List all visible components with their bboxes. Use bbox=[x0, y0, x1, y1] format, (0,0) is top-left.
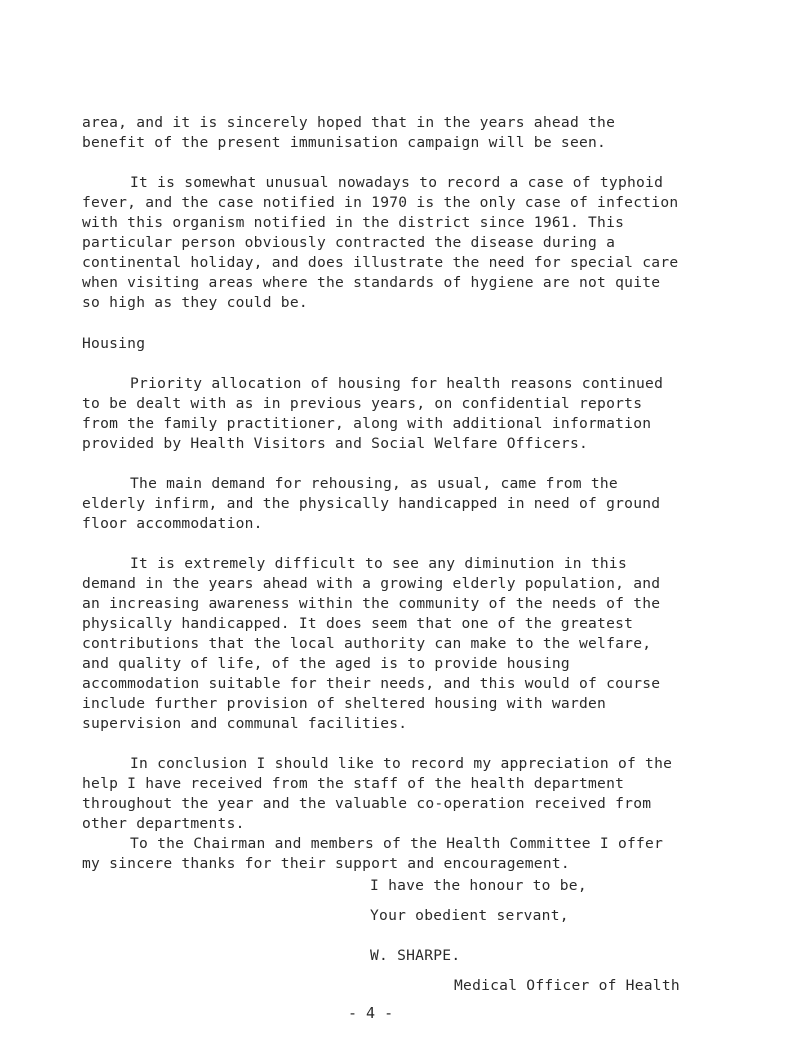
text-line: continental holiday, and does illustrate the need for special care bbox=[82, 254, 679, 271]
text-line: throughout the year and the valuable co-operation received from bbox=[82, 795, 652, 812]
text-line: contributions that the local authority can make to the welfare, bbox=[82, 635, 652, 652]
text-line: elderly infirm, and the physically handicapped in need of ground bbox=[82, 495, 661, 512]
text-line: when visiting areas where the standards of hygiene are not quite bbox=[82, 274, 661, 291]
text-line: It is somewhat unusual nowadays to record a case of typhoid bbox=[130, 174, 664, 191]
text-line: so high as they could be. bbox=[82, 294, 308, 311]
text-line: physically handicapped. It does seem that one of the greatest bbox=[82, 615, 634, 632]
paragraph-priority-allocation bbox=[82, 374, 722, 454]
text-line: The main demand for rehousing, as usual, came from the bbox=[130, 475, 618, 492]
text-line: with this organism notified in the district since 1961. This bbox=[82, 214, 625, 231]
paragraph-conclusion bbox=[82, 754, 722, 834]
paragraph-rehousing-demand bbox=[82, 474, 722, 534]
text-line: from the family practitioner, along with additional information bbox=[82, 415, 652, 432]
signatory-title: Medical Officer of Health bbox=[454, 977, 680, 994]
text-line: particular person obviously contracted the disease during a bbox=[82, 234, 616, 251]
heading-text: Housing bbox=[82, 335, 146, 352]
closing-honour: I have the honour to be, bbox=[370, 877, 587, 894]
page-number: - 4 - bbox=[348, 1004, 394, 1022]
text-line: and quality of life, of the aged is to provide housing bbox=[82, 655, 570, 672]
text-line: It is extremely difficult to see any diminution in this bbox=[130, 555, 627, 572]
text-line: accommodation suitable for their needs, and this would of course bbox=[82, 675, 661, 692]
text-line: help I have received from the staff of the health department bbox=[82, 775, 625, 792]
paragraph-typhoid bbox=[82, 173, 722, 313]
text-line: To the Chairman and members of the Health Committee I offer bbox=[130, 835, 664, 852]
text-line: an increasing awareness within the community of the needs of the bbox=[82, 595, 661, 612]
text-line: provided by Health Visitors and Social Welfare Officers. bbox=[82, 435, 589, 452]
text-line: other departments. bbox=[82, 815, 245, 832]
text-line: my sincere thanks for their support and encouragement. bbox=[82, 855, 570, 872]
section-heading-housing bbox=[82, 334, 722, 354]
text-line: include further provision of sheltered housing with warden bbox=[82, 695, 607, 712]
signatory-name: W. SHARPE. bbox=[370, 947, 461, 964]
text-line: benefit of the present immunisation campaign will be seen. bbox=[82, 134, 607, 151]
paragraph-immunisation bbox=[82, 113, 722, 153]
text-line: area, and it is sincerely hoped that in the years ahead the bbox=[82, 114, 616, 131]
paragraph-thanks bbox=[82, 834, 722, 874]
text-line: demand in the years ahead with a growing elderly population, and bbox=[82, 575, 661, 592]
text-line: floor accommodation. bbox=[82, 515, 263, 532]
paragraph-elderly-population bbox=[82, 554, 722, 734]
closing-servant: Your obedient servant, bbox=[370, 907, 569, 924]
text-line: fever, and the case notified in 1970 is the only case of infection bbox=[82, 194, 679, 211]
text-line: Priority allocation of housing for health reasons continued bbox=[130, 375, 664, 392]
text-line: supervision and communal facilities. bbox=[82, 715, 408, 732]
text-line: In conclusion I should like to record my appreciation of the bbox=[130, 755, 673, 772]
text-line: to be dealt with as in previous years, on confidential reports bbox=[82, 395, 643, 412]
